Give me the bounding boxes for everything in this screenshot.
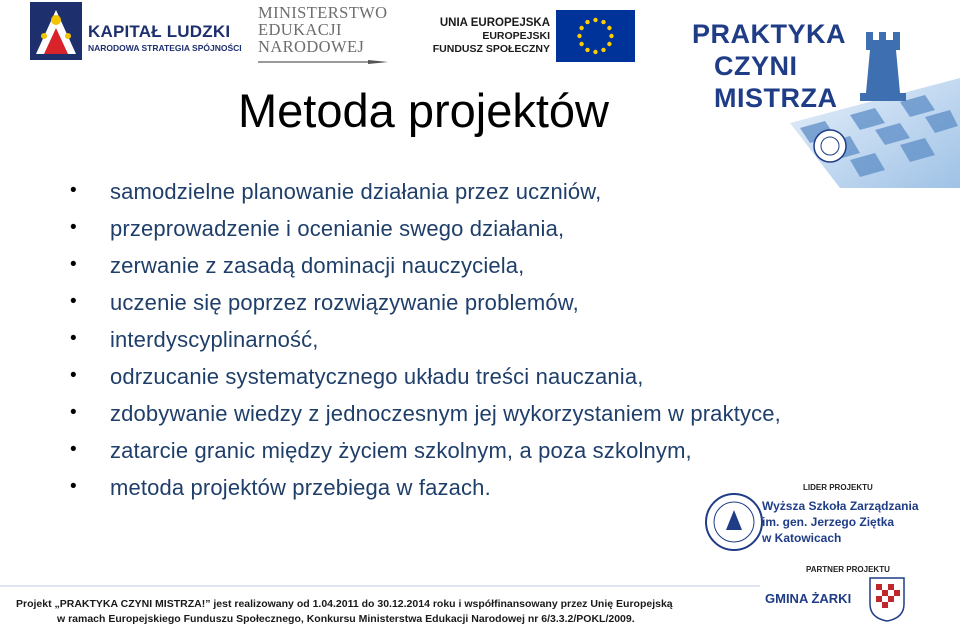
bullet-item: • przeprowadzenie i ocenianie swego działania,	[70, 215, 850, 243]
bullet-item: • uczenie się poprzez rozwiązywanie problemów,	[70, 289, 850, 317]
lider-name-line-2: im. gen. Jerzego Ziętka	[762, 515, 895, 529]
bullet-list	[70, 178, 850, 511]
footer-line-1: Projekt „PRAKTYKA CZYNI MISTRZA!” jest realizowany od 1.04.2011 do 30.12.2014 roku i współfinansowany przez Unię Europejską	[16, 598, 673, 610]
unia-line-3: FUNDUSZ SPOŁECZNY	[432, 43, 550, 55]
lider-label: LIDER PROJEKTU	[803, 483, 873, 492]
unia-line-2: EUROPEJSKI	[482, 30, 550, 42]
ministerstwo-line-3: NARODOWEJ	[258, 37, 365, 56]
ministerstwo-line-1: MINISTERSTWO	[258, 3, 388, 22]
bullet-item: • zerwanie z zasadą dominacji nauczyciela,	[70, 252, 850, 280]
kapital-ludzki-mark-icon	[30, 2, 82, 60]
lider-name	[762, 498, 919, 546]
partner-name: GMINA ŻARKI	[765, 591, 852, 606]
footer	[0, 588, 760, 628]
university-seal-icon	[704, 492, 764, 552]
bullet-item: • samodzielne planowanie działania przez uczniów,	[70, 178, 850, 206]
bullet-item: • metoda projektów przebiega w fazach.	[70, 474, 850, 502]
ministerstwo-line-2: EDUKACJI	[258, 20, 342, 39]
praktyka-line-3: MISTRZA	[714, 83, 838, 113]
ministerstwo-logo	[258, 4, 393, 64]
bullet-item: • zdobywanie wiedzy z jednoczesnym jej wykorzystaniem w praktyce,	[70, 400, 850, 428]
kapital-ludzki-title: KAPITAŁ LUDZKI	[88, 22, 231, 41]
partner-label: PARTNER PROJEKTU	[806, 565, 890, 574]
lider-name-line-1: Wyższa Szkoła Zarządzania	[762, 499, 919, 513]
footer-divider	[0, 585, 760, 587]
praktyka-czyni-mistrza-logo	[690, 18, 960, 188]
praktyka-line-2: CZYNI	[714, 51, 798, 81]
bullet-item: • zatarcie granic między życiem szkolnym, a poza szkolnym,	[70, 437, 850, 465]
unia-europejska-text	[432, 16, 550, 56]
praktyka-line-1: PRAKTYKA	[692, 19, 847, 49]
lider-name-line-3: w Katowicach	[762, 531, 842, 545]
kapital-ludzki-logo	[30, 2, 245, 62]
bullet-item: • interdyscyplinarność,	[70, 326, 850, 354]
footer-line-2: w ramach Europejskiego Funduszu Społecznego, Konkursu Ministerstwa Edukacji Narodowej nr 6/3.3.2/POKL/2009.	[57, 613, 635, 625]
coat-of-arms-icon	[868, 576, 906, 622]
eu-flag-icon	[556, 10, 635, 62]
slide-title: Metoda projektów	[238, 84, 609, 137]
pen-underline-icon	[258, 60, 388, 64]
bullet-item: • odrzucanie systematycznego układu treści nauczania,	[70, 363, 850, 391]
unia-line-1: UNIA EUROPEJSKA	[439, 17, 550, 29]
kapital-ludzki-subtitle: NARODOWA STRATEGIA SPÓJNOŚCI	[88, 43, 242, 53]
